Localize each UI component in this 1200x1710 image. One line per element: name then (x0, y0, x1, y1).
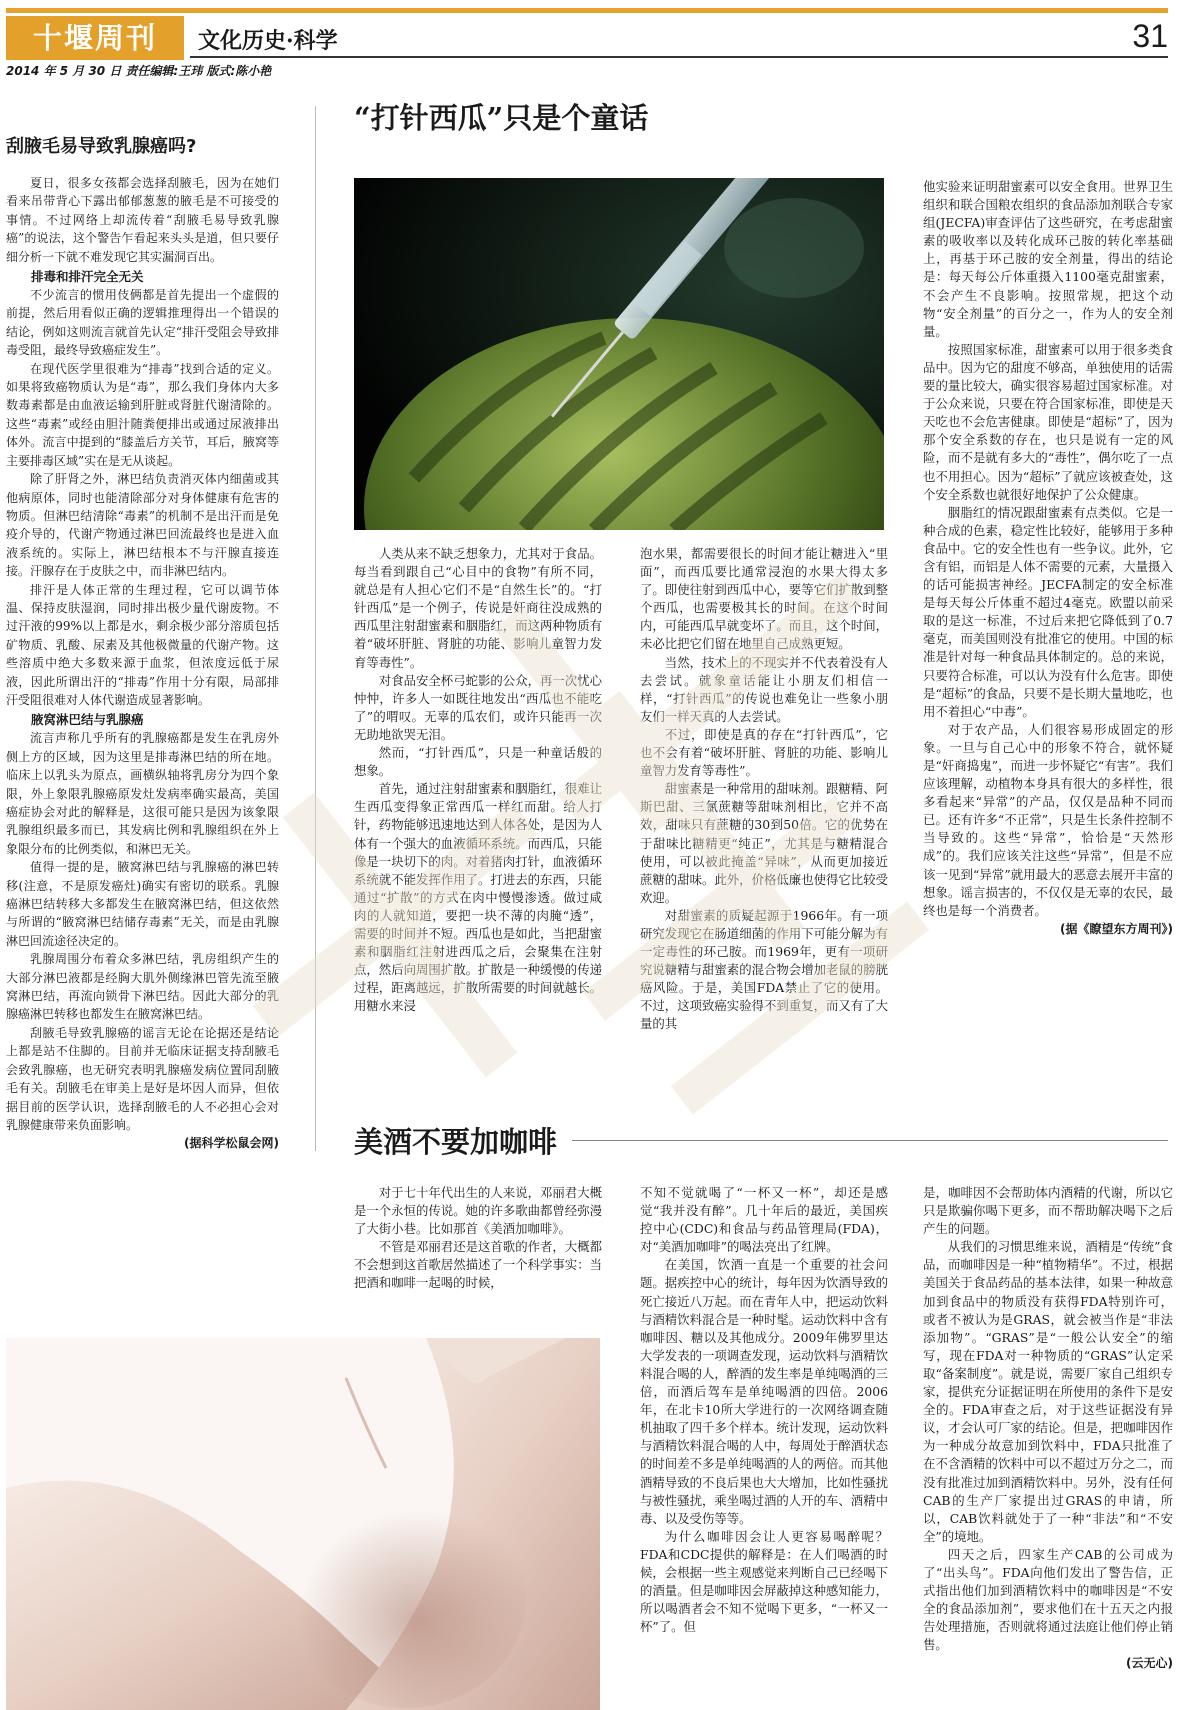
left-article-paragraph: 乳腺周围分布着众多淋巴结，乳房组织产生的大部分淋巴液都是经胸大肌外侧缘淋巴管先流至腋窝淋巴结，再流向锁骨下淋巴结。因此大部分的乳腺癌淋巴转移也都发生在腋窝淋巴结。 (6, 952, 279, 1022)
article1-paragraph: 当然，技术上的不现实并不代表着没有人去尝试。就象童话能让小朋友们相信一样，“打针西瓜”的传说也难免让一些象小朋友们一样天真的人去尝试。 (640, 654, 888, 724)
article1-col1 (354, 545, 602, 1015)
left-article-paragraph: 流言声称几乎所有的乳腺癌都是发生在乳房外侧上方的区域，因为这里是排毒淋巴结的所在地。临床上以乳头为原点，画横纵轴将乳房分为四个象限，外上象限乳腺癌原发灶发病率确实最高，美国癌症协会对此的解释是，这很可能只是因为该象限乳腺组织最多而已，其发病比例和乳腺组织在外上象限分布的比例类似，和淋巴无关。 (6, 731, 279, 856)
article1-source: (据《瞭望东方周刊》) (1060, 921, 1173, 936)
left-article-paragraph: 刮腋毛导致乳腺癌的谣言无论在论据还是结论上都是站不住脚的。目前并无临床证据支持刮腋毛会致乳腺癌，也无研究表明乳腺癌发病位置同刮腋毛有关。刮腋毛在审美上是好是坏因人而异，但依据目前的医学认识，选择刮腋毛的人不必担心会对乳腺健康带来负面影响。 (6, 1025, 279, 1132)
top-color-bar (6, 8, 1168, 13)
left-article-title: 刮腋毛易导致乳腺癌吗? (6, 136, 197, 157)
article2-paragraph: 对于七十年代出生的人来说，邓丽君大概是一个永恒的传说。她的许多歌曲都曾经弥漫了大街小巷。比如那首《美酒加咖啡》。 (354, 1185, 602, 1237)
article2-paragraph: 为什么咖啡因会让人更容易喝醉呢？FDA和CDC提供的解释是：在人们喝酒的时候，会根据一些主观感觉来判断自己已经喝下的酒量。但是咖啡因会屏蔽掉这种感知能力，所以喝酒者会不知不觉喝下更多，“一杯又一杯”了。但 (640, 1528, 888, 1635)
article2-paragraph: 四天之后，四家生产CAB的公司成为了“出头鸟”。FDA向他们发出了警告信，正式指出他们加到酒精饮料中的咖啡因是“不安全的食品添加剂”，要求他们在十五天之内报告处理措施，否则就将通过法庭让他们停止销售。 (923, 1546, 1173, 1653)
section-title: 文化历史·科学 (198, 28, 338, 54)
left-article-paragraph: 除了肝肾之外，淋巴结负责消灭体内细菌或其他病原体，同时也能清除部分对身体健康有危害的物质。但淋巴结清除“毒素”的机制不是出汗而是免疫介导的，代谢产物通过淋巴回流最终也是进入血液系统的。实际上，淋巴结根本不与汗腺直接连接。汗腺存在于皮肤之中，而非淋巴结内。 (6, 472, 279, 579)
article1-paragraph: 对食品安全杯弓蛇影的公众，再一次忧心忡忡，许多人一如既往地发出“西瓜也不能吃了”的喟叹。无辜的瓜农们，或许只能再一次无助地欲哭无泪。 (354, 672, 602, 742)
column-separator (315, 106, 316, 1151)
article2-paragraph: 从我们的习惯思维来说，酒精是“传统”食品，而咖啡因是一种“植物精华”。不过，根据美国关于食品药品的基本法律，如果一种故意加到食品中的物质没有获得FDA特别许可，或者不被认为是GRAS，就会被当作是“非法添加物”。“GRAS”是“一般公认安全”的缩写，现在FDA对一种物质的“GRAS”认定采取“备案制度”。就是说，需要厂家自己组织专家，提供充分证据证明在所使用的条件下是安全的。FDA审查之后，对于这些证据没有异议，才会认可厂家的结论。但是，把咖啡因作为一种成分故意加到饮料中，FDA只批准了在不含酒精的饮料中可以不超过万分之二，而没有批准过加到酒精饮料中。另外，没有任何CAB的生产厂家提出过GRAS的申请，所以，CAB饮料就处于了一种“非法”和“不安全”的境地。 (923, 1239, 1173, 1544)
left-article-paragraph: 值得一提的是，腋窝淋巴结与乳腺癌的淋巴转移(注意，不是原发癌灶)确实有密切的联系。乳腺癌淋巴结转移大多都发生在腋窝淋巴结，但这依然与所谓的“腋窝淋巴结储存毒素”无关，而是由乳腺淋巴回流途径决定的。 (6, 860, 279, 948)
article1-paragraph: 不过，即使是真的存在“打针西瓜”，它也不会有着“破坏肝脏、肾脏的功能、影响儿童智力发育等毒性”。 (640, 726, 888, 779)
article1-col3 (923, 178, 1173, 938)
article2-title: 美酒不要加咖啡 (354, 1125, 558, 1159)
article1-paragraph: 然而，“打针西瓜”，只是一种童话般的想象。 (354, 745, 602, 779)
left-article-paragraph: 排汗是人体正常的生理过程，它可以调节体温、保持皮肤湿润，同时排出极少量代谢废物。不过汗液的99%以上都是水，剩余极少部分溶质包括矿物质、乳酸、尿素及其他极微量的代谢产物。这些溶质中绝大多数来源于血浆，但浓度远低于尿液，因此所谓出汗的“排毒”作用十分有限，局部排汗受阻很难对人体代谢造成显著影响。 (6, 582, 279, 707)
article2-paragraph: 不管是邓丽君还是这首歌的作者，大概都不会想到这首歌居然描述了一个科学事实：当把酒和咖啡一起喝的时候， (354, 1239, 602, 1291)
left-article-paragraph: 夏日，很多女孩都会选择刮腋毛，因为在她们看来吊带背心下露出郁郁葱葱的腋毛是不可接受的事情。不过网络上却流传着“刮腋毛易导致乳腺癌”的说法，这个警告乍看起来头头是道，但只要仔细分析一下就不难发现它其实漏洞百出。 (6, 176, 279, 264)
left-article-paragraph: 在现代医学里很难为“排毒”找到合适的定义。如果将致癌物质认为是“毒”，那么我们身体内大多数毒素都是由血液运输到肝脏或肾脏代谢清除的。这些“毒素”或经由胆汁随粪便排出或通过尿液排出体外。流言中提到的“膝盖后方关节，耳后，腋窝等主要排毒区域”实在是无从谈起。 (6, 361, 279, 468)
article1-paragraph: 对甜蜜素的质疑起源于1966年。有一项研究发现它在肠道细菌的作用下可能分解为有一定毒性的环己胺。而1969年，更有一项研究说糖精与甜蜜素的混合物会增加老鼠的膀胱癌风险。于是，美国FDA禁止了它的使用。不过，这项致癌实验得不到重复，而又有了大量的其 (640, 907, 888, 1032)
left-article-subheading: 腋窝淋巴结与乳腺癌 (31, 712, 144, 728)
article1-paragraph: 对于农产品，人们很容易形成固定的形象。一旦与自己心中的形象不符合，就怀疑是“奸商捣鬼”，而进一步怀疑它“有害”。我们应该理解，动植物本身具有很大的多样性，很多看起来“异常”的产品，仅仅是品种不同而已。还有许多“不正常”，只是生长条件控制不当导致的。这些“异常”，恰恰是“天然形成”的。我们应该关注这些“异常”，但是不应该一见到“异常”就用最大的恶意去展开丰富的想象。谣言损害的，不仅仅是无辜的农民，最终也是每一个消费者。 (923, 721, 1173, 918)
masthead-logo: 十堰周刊 (6, 16, 184, 60)
watermelon-injection-photo (354, 178, 884, 530)
left-article-paragraph: 不少流言的惯用伎俩都是首先提出一个虚假的前提，然后用看似正确的逻辑推理得出一个错误的结论，例如这则流言就首先认定“排汗受阻会导致排毒受阻，最终导致癌症发生”。 (6, 288, 279, 358)
article2-col3 (923, 1184, 1173, 1673)
article1-paragraph: 首先，通过注射甜蜜素和胭脂红，很难让生西瓜变得象正常西瓜一样红而甜。给人打针，药物能够迅速地达到人体各处，是因为人体有一个强大的血液循环系统。而西瓜，只能像是一块切下的肉。对着猪肉打针，血液循环系统就不能发挥作用了。打进去的东西，只能通过“扩散”的方式在肉中慢慢渗透。做过咸肉的人就知道，要把一块不薄的肉腌“透”，需要的时间并不短。西瓜也是如此，当把甜蜜素和胭脂红注射进西瓜之后，会聚集在注射点，然后向周围扩散。扩散是一种缓慢的传递过程，距离越远，扩散所需要的时间就越长。用糖水来浸 (354, 781, 602, 1014)
article1-paragraph: 人类从来不缺乏想象力，尤其对于食品。每当看到跟自己“心目中的食物”有所不同，就总是有人担心它们不是“自然生长”的。“打针西瓜”是一个例子，传说是奸商往没成熟的西瓜里注射甜蜜素和胭脂红，而这两种物质有着“破坏肝脏、肾脏的功能、影响儿童智力发育等毒性”。 (354, 546, 602, 670)
article1-paragraph: 甜蜜素是一种常用的甜味剂。跟糖精、阿斯巴甜、三氯蔗糖等甜味剂相比，它并不高效，甜味只有蔗糖的30到50倍。它的优势在于甜味比糖精更“纯正”，尤其是与糖精混合使用，可以被此掩盖“异味”，从而更加接近蔗糖的甜味。此外，价格低廉也使得它比较受欢迎。 (640, 781, 888, 905)
article2-col1 (354, 1184, 602, 1293)
article2-col2 (640, 1184, 888, 1636)
article1-paragraph: 他实验来证明甜蜜素可以安全食用。世界卫生组织和联合国粮农组织的食品添加剂联合专家组(JECFA)审查评估了这些研究，在考虑甜蜜素的吸收率以及转化成环己胺的转化率基础上，再基于环己胺的安全剂量，得出的结论是：每天每公斤体重摄入1100毫克甜蜜素，不会产生不良影响。按照常规，把这个动物“安全剂量”的百分之一，作为人的安全剂量。 (923, 179, 1173, 339)
article1-title: “打针西瓜”只是个童话 (354, 101, 649, 135)
article1-paragraph: 胭脂红的情况跟甜蜜素有点类似。它是一种合成的色素，稳定性比较好，能够用于多种食品中。它的安全性也有一些争议。此外，它含有铝，而铝是人体不需要的元素，大量摄入的话可能损害神经。JECFA制定的安全标准是每天每公斤体重不超过4毫克。欧盟以前采取的是这一标准，不过后来把它降低到了0.7毫克，而美国则没有批准它的使用。中国的标准是针对每一种食品具体制定的。总的来说，只要符合标准，可以认为没有什么危害。即使是“超标”的食品，只要不是长期大量地吃，也用不着担心“中毒”。 (923, 504, 1173, 719)
dateline: 2014 年 5 月 30 日 责任编辑:王玮 版式:陈小艳 (6, 64, 272, 78)
left-article (6, 132, 279, 1153)
left-article-subheading: 排毒和排汗完全无关 (31, 269, 144, 285)
article2-paragraph: 是，咖啡因不会帮助体内酒精的代谢，所以它只是欺骗你喝下更多，而不帮助解决喝下之后产生的问题。 (923, 1185, 1173, 1237)
article2-source: (云无心) (1126, 1656, 1173, 1671)
left-article-source: (据科学松鼠会网) (184, 1136, 279, 1151)
page-number: 31 (1132, 18, 1168, 54)
article1-paragraph: 按照国家标准，甜蜜素可以用于很多类食品中。因为它的甜度不够高，单独使用的话需要的量比较大，确实很容易超过国家标准。对于公众来说，只要在符合国家标准，即使是天天吃也不会危害健康。即使是“超标”了，因为那个安全系数的存在，也只是说有一定的风险，而不是就有多大的“毒性”，偶尔吃了一点也不用担心。因为“超标”了就应该被查处，这个安全系数也就很好地保护了公众健康。 (923, 341, 1173, 502)
underarm-photo (6, 1338, 600, 1710)
article1-paragraph: 泡水果，都需要很长的时间才能让糖进入“里面”，而西瓜要比通常浸泡的水果大得太多了。即使往射到西瓜中心，要等它们扩散到整个西瓜，也需要极其长的时间。在这个时间内，可能西瓜早就变坏了。而且，这个时间，未必比把它们留在地里自己成熟更短。 (640, 546, 888, 652)
left-article-body (6, 174, 279, 1134)
article2-paragraph: 在美国，饮酒一直是一个重要的社会问题。据疾控中心的统计，每年因为饮酒导致的死亡接近八万起。而在青年人中，把运动饮料与酒精饮料混合是一种时髦。运动饮料中含有咖啡因、糖以及其他成分。2009年佛罗里达大学发表的一项调查发现，运动饮料与酒精饮料混合喝的人，醉酒的发生率是单纯喝酒的三倍，而酒后驾车是单纯喝酒的四倍。2006年，在北卡10所大学进行的一次网络调查随机抽取了四千多个样本。统计发现，运动饮料与酒精饮料混合喝的人中，每周处于醉酒状态的时间差不多是单纯喝酒的人的两倍。而其他酒精导致的不良后果也大大增加，比如性骚扰与被性骚扰，乘坐喝过酒的人开的车、酒精中毒、以及受伤等等。 (640, 1257, 888, 1526)
article1-col2 (640, 545, 888, 1034)
article2-paragraph: 不知不觉就喝了“一杯又一杯”，却还是感觉“我并没有醉”。几十年后的最近，美国疾控中心(CDC)和食品与药品管理局(FDA)，对“美酒加咖啡”的喝法亮出了红牌。 (640, 1185, 888, 1255)
header-rule (190, 56, 1168, 58)
article2-rule (572, 1140, 1168, 1141)
